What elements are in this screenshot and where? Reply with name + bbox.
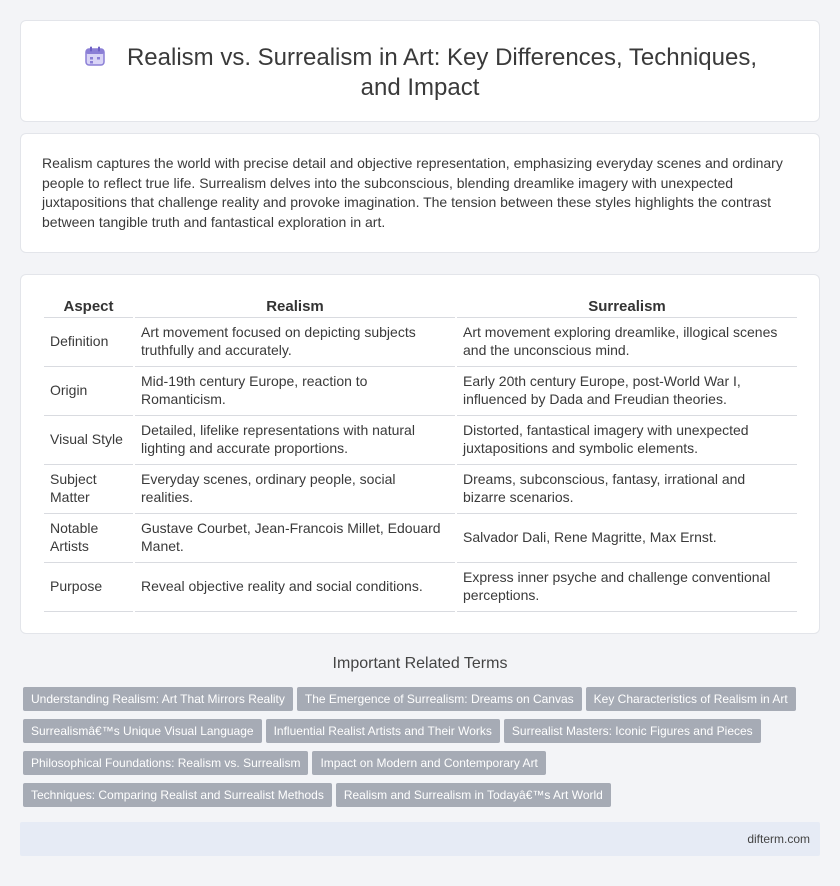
related-term-link[interactable]: Techniques: Comparing Realist and Surrealist Methods [23,783,332,807]
related-term-link[interactable]: Surrealismâ€™s Unique Visual Language [23,719,262,743]
aspect-cell: Visual Style [44,416,133,465]
comparison-table-card [20,274,820,634]
related-term-link[interactable]: Philosophical Foundations: Realism vs. Surrealism [23,751,308,775]
related-term-link[interactable]: Influential Realist Artists and Their Works [266,719,500,743]
related-term-link[interactable]: Understanding Realism: Art That Mirrors Reality [23,687,293,711]
table-row [44,416,797,465]
related-term-link[interactable]: The Emergence of Surrealism: Dreams on Canvas [297,687,582,711]
header-card [20,20,820,122]
table-row [44,465,797,514]
related-term-link[interactable]: Key Characteristics of Realism in Art [586,687,796,711]
related-term-link[interactable]: Realism and Surrealism in Todayâ€™s Art World [336,783,611,807]
realism-cell: Mid-19th century Europe, reaction to Romanticism. [135,367,455,416]
surrealism-cell: Salvador Dali, Rene Magritte, Max Ernst. [457,514,797,563]
comparison-table [42,297,799,612]
footer [20,822,820,856]
table-row [44,367,797,416]
surrealism-cell: Early 20th century Europe, post-World War I, influenced by Dada and Freudian theories. [457,367,797,416]
header-aspect: Aspect [44,297,133,318]
realism-cell: Everyday scenes, ordinary people, social realities. [135,465,455,514]
table-row [44,563,797,612]
realism-cell: Detailed, lifelike representations with natural lighting and accurate proportions. [135,416,455,465]
surrealism-cell: Dreams, subconscious, fantasy, irrational and bizarre scenarios. [457,465,797,514]
table-row [44,318,797,367]
page-title: Realism vs. Surrealism in Art: Key Differences, Techniques, and Impact [126,44,758,101]
header-surrealism: Surrealism [457,297,797,318]
related-terms-title: Important Related Terms [332,655,508,672]
surrealism-cell: Express inner psyche and challenge conventional perceptions. [457,563,797,612]
surrealism-cell: Distorted, fantastical imagery with unexpected juxtapositions and symbolic elements. [457,416,797,465]
intro-text: Realism captures the world with precise detail and objective representation, emphasizing everyday scenes and ordinary people to reflect true life. Surrealism delves into the subconscious, blending dreamlike imagery with unexpected juxtapositions that challenge reality and provoke imagination. The tension between these styles highlights the contrast between tangible truth and fantastical exploration in art. [42,155,783,230]
surrealism-cell: Art movement exploring dreamlike, illogical scenes and the unconscious mind. [457,318,797,367]
related-term-link[interactable]: Surrealist Masters: Iconic Figures and Pieces [504,719,761,743]
aspect-cell: Notable Artists [44,514,133,563]
aspect-cell: Definition [44,318,133,367]
aspect-cell: Purpose [44,563,133,612]
header-realism: Realism [135,297,455,318]
table-header-row [44,297,797,318]
related-terms-list [23,687,813,815]
aspect-cell: Origin [44,367,133,416]
realism-cell: Gustave Courbet, Jean-Francois Millet, Edouard Manet. [135,514,455,563]
table-row [44,514,797,563]
realism-cell: Art movement focused on depicting subjects truthfully and accurately. [135,318,455,367]
page-title-wrap [61,43,779,103]
aspect-cell: Subject Matter [44,465,133,514]
intro-card [20,133,820,253]
realism-cell: Reveal objective reality and social conditions. [135,563,455,612]
footer-site-link[interactable]: difterm.com [747,832,810,846]
related-term-link[interactable]: Impact on Modern and Contemporary Art [312,751,545,775]
calendar-icon [83,44,107,68]
